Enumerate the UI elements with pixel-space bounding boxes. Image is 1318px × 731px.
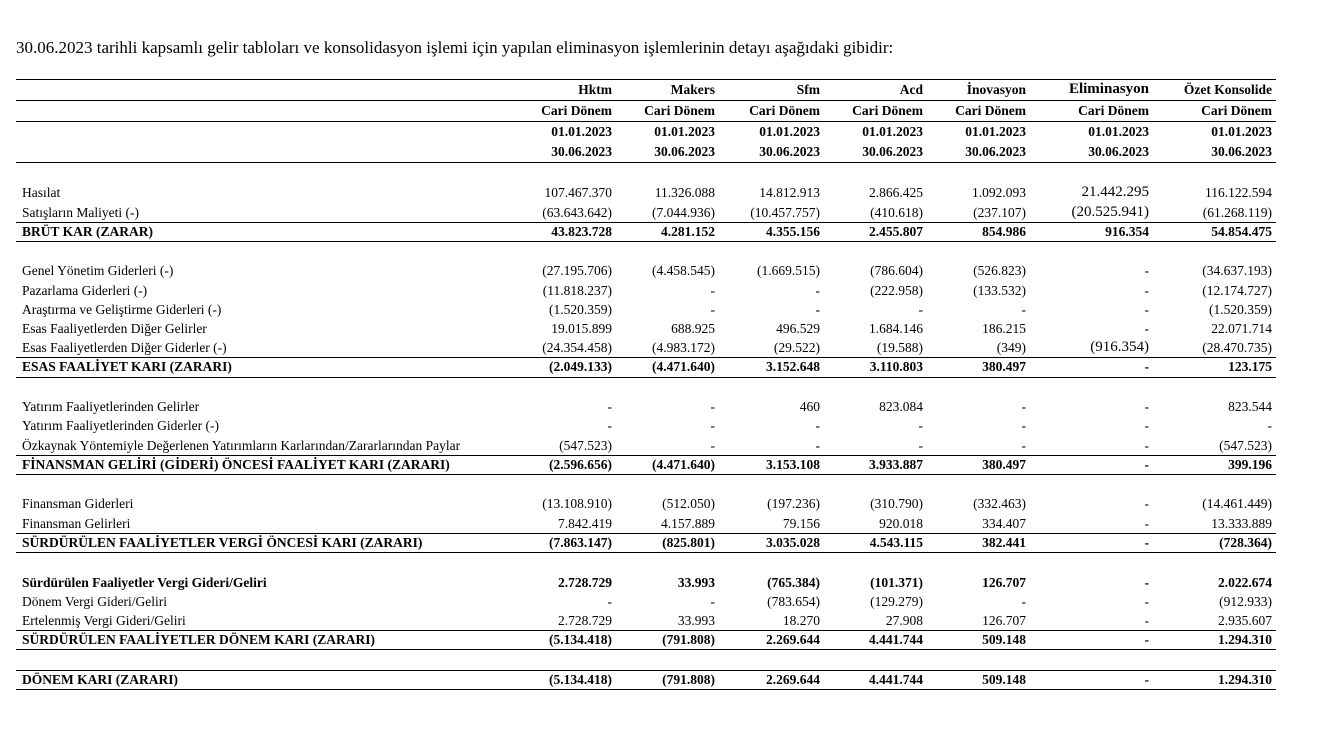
value-cell: 509.148 — [982, 671, 1026, 687]
row-label: Yatırım Faaliyetlerinden Giderler (-) — [22, 418, 219, 434]
value-cell: - — [1144, 321, 1149, 336]
value-cell: - — [1144, 263, 1149, 279]
value-cell: - — [710, 418, 715, 434]
value-cell: 688.925 — [671, 321, 715, 336]
column-header-from: 01.01.2023 — [759, 124, 820, 140]
value-cell: 854.986 — [982, 223, 1026, 239]
column-header-to: 30.06.2023 — [759, 143, 820, 159]
value-cell: 116.122.594 — [1205, 185, 1272, 201]
table-row — [16, 436, 1276, 455]
value-cell: 3.933.887 — [869, 456, 923, 472]
column-header-from: 01.01.2023 — [862, 124, 923, 140]
value-cell: - — [1144, 515, 1149, 531]
total-row — [16, 357, 1276, 376]
value-cell: - — [1144, 496, 1149, 512]
row-label: Dönem Vergi Gideri/Geliri — [22, 593, 167, 609]
column-header-name: Sfm — [796, 82, 820, 97]
column-header-to: 30.06.2023 — [654, 143, 715, 159]
value-cell: (783.654) — [767, 593, 820, 609]
value-cell: 2.269.644 — [766, 671, 820, 687]
total-bottom-rule — [16, 649, 1276, 650]
table-row — [16, 183, 1276, 202]
value-cell: (13.108.910) — [542, 496, 612, 512]
value-cell: 3.035.028 — [766, 534, 820, 550]
header-row-period — [16, 101, 1276, 120]
value-cell: (237.107) — [973, 204, 1026, 220]
header-row-name — [16, 80, 1276, 99]
value-cell: 509.148 — [982, 632, 1026, 648]
value-cell: - — [815, 301, 820, 317]
value-cell: (786.604) — [870, 263, 923, 279]
value-cell: (24.354.458) — [542, 340, 612, 356]
row-label: Araştırma ve Geliştirme Giderleri (-) — [22, 301, 222, 317]
value-cell: - — [607, 399, 612, 415]
value-cell: 2.455.807 — [869, 223, 923, 239]
value-cell: (222.958) — [870, 282, 923, 298]
value-cell: (410.618) — [870, 204, 923, 220]
value-cell: 496.529 — [776, 321, 820, 336]
value-cell: (512.050) — [662, 496, 715, 512]
value-cell: (791.808) — [662, 671, 715, 687]
value-cell: - — [815, 418, 820, 434]
value-cell: (332.463) — [973, 496, 1026, 512]
table-row — [16, 338, 1276, 357]
row-label: Pazarlama Giderleri (-) — [22, 282, 148, 298]
table-row — [16, 281, 1276, 300]
value-cell: 382.441 — [982, 534, 1026, 550]
total-row — [16, 533, 1276, 552]
row-label: Yatırım Faaliyetlerinden Gelirler — [22, 399, 200, 415]
value-cell: 27.908 — [885, 612, 923, 628]
value-cell: (2.596.656) — [549, 456, 612, 472]
table-row — [16, 592, 1276, 611]
value-cell: 107.467.370 — [544, 185, 612, 201]
column-header-period: Cari Dönem — [1078, 103, 1149, 119]
value-cell: 33.993 — [677, 612, 715, 628]
value-cell: (101.371) — [870, 574, 923, 590]
value-cell: - — [710, 282, 715, 298]
row-label: Hasılat — [22, 185, 61, 201]
column-header-period: Cari Dönem — [955, 103, 1026, 119]
value-cell: (11.818.237) — [542, 282, 612, 298]
total-bottom-rule — [16, 689, 1276, 690]
value-cell: - — [1144, 593, 1149, 609]
column-header-name: İnovasyon — [966, 82, 1026, 97]
value-cell: 2.269.644 — [766, 632, 820, 648]
value-cell: - — [1144, 574, 1149, 590]
value-cell: 4.543.115 — [869, 534, 923, 550]
row-label: Satışların Maliyeti (-) — [22, 204, 139, 220]
column-header-name: Acd — [899, 82, 923, 97]
value-cell: (765.384) — [767, 574, 820, 590]
column-header-from: 01.01.2023 — [965, 124, 1026, 140]
value-cell: (29.522) — [773, 340, 820, 356]
column-header-name: Hktm — [578, 82, 612, 97]
value-cell: 920.018 — [879, 515, 923, 531]
value-cell: (4.471.640) — [652, 456, 715, 472]
table-row — [16, 573, 1276, 592]
table-row — [16, 319, 1276, 338]
value-cell: - — [918, 437, 923, 453]
value-cell: - — [1144, 282, 1149, 298]
value-cell: (5.134.418) — [549, 632, 612, 648]
value-cell: (10.457.757) — [750, 204, 820, 220]
table-row — [16, 494, 1276, 513]
table-row — [16, 300, 1276, 319]
value-cell: 19.015.899 — [551, 321, 612, 336]
value-cell: - — [607, 593, 612, 609]
value-cell: 3.152.648 — [766, 359, 820, 375]
row-label: BRÜT KAR (ZARAR) — [22, 223, 154, 239]
value-cell: - — [1144, 399, 1149, 415]
row-label: Finansman Gelirleri — [22, 515, 131, 531]
value-cell: - — [1021, 301, 1026, 317]
value-cell: 399.196 — [1228, 456, 1272, 472]
value-cell: (1.520.359) — [1209, 301, 1272, 317]
column-header-from: 01.01.2023 — [551, 124, 612, 140]
table-row — [16, 416, 1276, 435]
value-cell: - — [1144, 456, 1149, 472]
value-cell: 1.684.146 — [869, 321, 923, 336]
total-row — [16, 670, 1276, 689]
column-header-name: Makers — [670, 82, 715, 97]
table-row — [16, 203, 1276, 222]
value-cell: (4.983.172) — [652, 340, 715, 356]
total-row — [16, 222, 1276, 241]
value-cell: - — [1144, 612, 1149, 628]
header-bottom-rule — [16, 162, 1276, 163]
column-header-name: Eliminasyon — [1068, 81, 1149, 97]
row-label: FİNANSMAN GELİRİ (GİDERİ) ÖNCESİ FAALİYET KARI (ZARARI) — [22, 456, 450, 472]
row-label: ESAS FAALİYET KARI (ZARARI) — [22, 359, 232, 375]
row-label: Ertelenmiş Vergi Gideri/Geliri — [22, 612, 186, 628]
value-cell: 916.354 — [1105, 223, 1149, 239]
value-cell: (912.933) — [1219, 593, 1272, 609]
value-cell: (133.532) — [973, 282, 1026, 298]
row-label: Esas Faaliyetlerden Diğer Giderler (-) — [22, 340, 227, 356]
column-header-to: 30.06.2023 — [551, 143, 612, 159]
value-cell: - — [1021, 437, 1026, 453]
value-cell: 460 — [799, 399, 820, 415]
column-header-period: Cari Dönem — [541, 103, 612, 119]
value-cell: 4.355.156 — [766, 223, 820, 239]
column-header-from: 01.01.2023 — [1211, 124, 1272, 140]
total-bottom-rule — [16, 377, 1276, 378]
value-cell: (4.471.640) — [652, 359, 715, 375]
value-cell: 3.110.803 — [869, 359, 923, 375]
value-cell: - — [710, 399, 715, 415]
value-cell: (14.461.449) — [1202, 496, 1272, 512]
total-row — [16, 630, 1276, 649]
value-cell: 2.866.425 — [869, 185, 923, 201]
value-cell: 13.333.889 — [1211, 515, 1272, 531]
value-cell: (5.134.418) — [549, 671, 612, 687]
value-cell: 1.294.310 — [1218, 671, 1272, 687]
value-cell: - — [710, 301, 715, 317]
value-cell: - — [710, 593, 715, 609]
column-header-period: Cari Dönem — [749, 103, 820, 119]
value-cell: 2.728.729 — [558, 612, 612, 628]
value-cell: 4.441.744 — [869, 632, 923, 648]
value-cell: - — [918, 418, 923, 434]
value-cell: (28.470.735) — [1202, 340, 1272, 356]
column-header-name: Özet Konsolide — [1183, 82, 1272, 97]
value-cell: 2.935.607 — [1218, 612, 1272, 628]
value-cell: (547.523) — [1219, 437, 1272, 453]
value-cell: 43.823.728 — [551, 223, 612, 239]
value-cell: - — [1021, 399, 1026, 415]
value-cell: (2.049.133) — [549, 359, 612, 375]
value-cell: - — [1144, 301, 1149, 317]
value-cell: 14.812.913 — [759, 185, 820, 201]
row-label: SÜRDÜRÜLEN FAALİYETLER DÖNEM KARI (ZARARI) — [22, 632, 376, 648]
value-cell: 823.544 — [1228, 399, 1272, 415]
value-cell: - — [1144, 534, 1149, 550]
intro-text: 30.06.2023 tarihli kapsamlı gelir tabloları ve konsolidasyon işlemi için yapılan eliminasyon işlemlerinin detayı aşağıdaki gibidir: — [16, 38, 894, 57]
table-row — [16, 514, 1276, 533]
value-cell: 4.157.889 — [661, 515, 715, 531]
value-cell: 54.854.475 — [1211, 223, 1272, 239]
total-bottom-rule — [16, 241, 1276, 242]
row-label: SÜRDÜRÜLEN FAALİYETLER VERGİ ÖNCESİ KARI (ZARARI) — [22, 534, 423, 550]
value-cell: (1.520.359) — [549, 301, 612, 317]
value-cell: 18.270 — [782, 612, 820, 628]
column-header-period: Cari Dönem — [644, 103, 715, 119]
value-cell: (310.790) — [870, 496, 923, 512]
value-cell: - — [1021, 593, 1026, 609]
value-cell: - — [815, 282, 820, 298]
value-cell: 3.153.108 — [766, 456, 820, 472]
column-header-from: 01.01.2023 — [654, 124, 715, 140]
value-cell: - — [1144, 418, 1149, 434]
value-cell: 21.442.295 — [1081, 184, 1149, 201]
value-cell: 79.156 — [782, 515, 820, 531]
value-cell: - — [918, 301, 923, 317]
value-cell: (19.588) — [876, 340, 923, 356]
value-cell: (7.044.936) — [652, 204, 715, 220]
value-cell: - — [1144, 632, 1149, 648]
row-label: Finansman Giderleri — [22, 496, 134, 512]
row-label: Esas Faaliyetlerden Diğer Gelirler — [22, 321, 207, 336]
value-cell: 7.842.419 — [558, 515, 612, 531]
value-cell: 823.084 — [879, 399, 923, 415]
value-cell: (547.523) — [559, 437, 612, 453]
value-cell: - — [607, 418, 612, 434]
table-row — [16, 397, 1276, 416]
value-cell: (916.354) — [1090, 339, 1149, 356]
total-row — [16, 455, 1276, 474]
value-cell: (61.268.119) — [1202, 204, 1272, 220]
value-cell: (197.236) — [767, 496, 820, 512]
value-cell: 2.728.729 — [558, 574, 612, 590]
value-cell: 380.497 — [982, 359, 1026, 375]
row-label: Sürdürülen Faaliyetler Vergi Gideri/Geliri — [22, 574, 267, 590]
value-cell: 11.326.088 — [654, 185, 715, 201]
value-cell: - — [815, 437, 820, 453]
value-cell: (349) — [996, 340, 1026, 356]
row-label: Özkaynak Yöntemiyle Değerlenen Yatırımların Karlarından/Zararlarından Paylar — [22, 437, 461, 453]
value-cell: (825.801) — [662, 534, 715, 550]
value-cell: 4.441.744 — [869, 671, 923, 687]
total-bottom-rule — [16, 552, 1276, 553]
value-cell: 186.215 — [982, 321, 1026, 336]
value-cell: (4.458.545) — [652, 263, 715, 279]
value-cell: (7.863.147) — [549, 534, 612, 550]
row-label: Genel Yönetim Giderleri (-) — [22, 263, 174, 279]
value-cell: - — [1021, 418, 1026, 434]
table-row — [16, 611, 1276, 630]
value-cell: - — [1144, 671, 1149, 687]
column-header-period: Cari Dönem — [1201, 103, 1272, 119]
value-cell: 380.497 — [982, 456, 1026, 472]
value-cell: (20.525.941) — [1071, 203, 1149, 220]
value-cell: 1.092.093 — [972, 185, 1026, 201]
column-header-to: 30.06.2023 — [965, 143, 1026, 159]
value-cell: (27.195.706) — [542, 263, 612, 279]
row-label: DÖNEM KARI (ZARARI) — [22, 671, 178, 687]
value-cell: 4.281.152 — [661, 223, 715, 239]
header-row-to — [16, 142, 1276, 161]
value-cell: (728.364) — [1219, 534, 1272, 550]
value-cell: (63.643.642) — [542, 204, 612, 220]
column-header-to: 30.06.2023 — [1088, 143, 1149, 159]
value-cell: 126.707 — [982, 574, 1026, 590]
value-cell: - — [710, 437, 715, 453]
value-cell: (129.279) — [870, 593, 923, 609]
total-bottom-rule — [16, 474, 1276, 475]
value-cell: - — [1267, 418, 1272, 434]
value-cell: (12.174.727) — [1202, 282, 1272, 298]
header-row-from — [16, 122, 1276, 141]
value-cell: 123.175 — [1228, 359, 1272, 375]
table-row — [16, 261, 1276, 280]
value-cell: 334.407 — [982, 515, 1026, 531]
column-header-to: 30.06.2023 — [862, 143, 923, 159]
value-cell: 22.071.714 — [1211, 321, 1272, 336]
value-cell: 2.022.674 — [1218, 574, 1272, 590]
value-cell: 33.993 — [677, 574, 715, 590]
value-cell: - — [1144, 359, 1149, 375]
value-cell: 1.294.310 — [1218, 632, 1272, 648]
value-cell: (791.808) — [662, 632, 715, 648]
column-header-to: 30.06.2023 — [1211, 143, 1272, 159]
value-cell: - — [1144, 437, 1149, 453]
value-cell: (1.669.515) — [757, 263, 820, 279]
value-cell: (526.823) — [973, 263, 1026, 279]
value-cell: 126.707 — [982, 612, 1026, 628]
value-cell: (34.637.193) — [1202, 263, 1272, 279]
column-header-from: 01.01.2023 — [1088, 124, 1149, 140]
column-header-period: Cari Dönem — [852, 103, 923, 119]
